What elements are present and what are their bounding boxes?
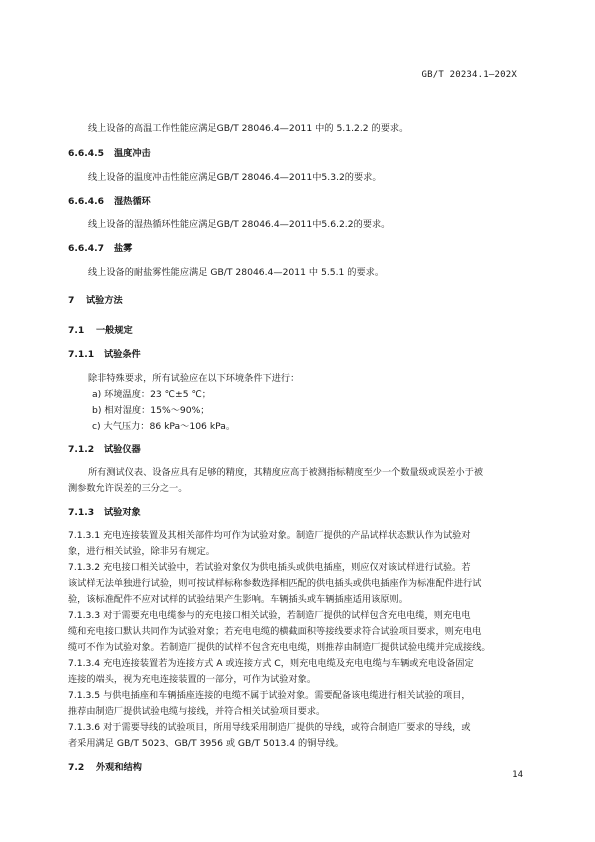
clause-title: 试验对象 bbox=[104, 507, 141, 518]
text-line: 线上设备的耐盐雾性能应满足 GB/T 28046.4—2011 中 5.5.1 的要求。 bbox=[88, 267, 385, 278]
clause-heading bbox=[68, 507, 141, 519]
clause-title: 试验仪器 bbox=[104, 444, 141, 455]
clause-number: 7.1.1 bbox=[68, 349, 95, 360]
text-line: 线上设备的高温工作性能应满足GB/T 28046.4—2011 中的 5.1.2.2 的要求。 bbox=[88, 123, 409, 134]
clause-number: 7.1.2 bbox=[68, 444, 95, 455]
clause-number: 6.6.4.7 bbox=[68, 243, 105, 254]
text-line: 所有测试仪表、设备应具有足够的精度，其精度应高于被测指标精度至少一个数量级或误差小于被 bbox=[88, 467, 484, 478]
clause-heading bbox=[68, 762, 142, 774]
clause-title: 湿热循环 bbox=[114, 196, 151, 207]
text-line: 除非特殊要求，所有试验应在以下环境条件下进行： bbox=[88, 373, 300, 384]
page-number: 14 bbox=[512, 770, 523, 780]
clause-number: 7.1.3 bbox=[68, 507, 95, 518]
clause-heading bbox=[68, 444, 141, 456]
text-line: 象，进行相关试验，除非另有规定。 bbox=[68, 546, 215, 557]
clause-heading bbox=[68, 349, 141, 361]
clause-heading bbox=[68, 148, 151, 160]
text-line: 验，该标准配件不应对试样的试验结果产生影响。车辆插头或车辆插座适用该原则。 bbox=[68, 594, 408, 605]
text-line: 7.1.3.6 对于需要导线的试验项目，所用导线采用制造厂提供的导线，或符合制造厂要求的导线，或 bbox=[68, 722, 471, 733]
clause-heading bbox=[68, 196, 151, 208]
clause-title: 一般规定 bbox=[96, 325, 133, 336]
text-line: 缆和充电接口默认共同作为试验对象；若充电电缆的横截面积等接线要求符合试验项目要求，则充电电 bbox=[68, 626, 482, 637]
text-line: 7.1.3.3 对于需要充电电缆参与的充电接口相关试验，若制造厂提供的试样包含充电电缆，则充电电 bbox=[68, 610, 471, 621]
list-item: c) 大气压力：86 kPa～106 kPa。 bbox=[92, 421, 236, 432]
text-line: 连接的端头，视为充电连接装置的一部分，可作为试验对象。 bbox=[68, 674, 317, 685]
text-line: 7.1.3.1 充电连接装置及其相关部件均可作为试验对象。制造厂提供的产品试样状态默认作为试验对 bbox=[68, 530, 471, 541]
text-line: 7.1.3.2 充电接口相关试验中，若试验对象仅为供电插头或供电插座，则应仅对该试样进行试验。若 bbox=[68, 562, 471, 573]
section-title: 试验方法 bbox=[86, 295, 123, 306]
section-heading bbox=[68, 295, 123, 307]
clause-title: 试验条件 bbox=[104, 349, 141, 360]
clause-number: 7.2 bbox=[68, 762, 85, 773]
list-item: a) 环境温度：23 ℃±5 ℃； bbox=[92, 389, 211, 400]
text-line: 该试样无法单独进行试验，则可按试样标称参数选择相匹配的供电插头或供电插座作为标准配件进行试 bbox=[68, 578, 482, 589]
clause-heading bbox=[68, 325, 133, 337]
text-line: 者采用满足 GB/T 5023、GB/T 3956 或 GB/T 5013.4 的铜导线。 bbox=[68, 738, 344, 749]
clause-title: 盐雾 bbox=[114, 243, 133, 254]
text-line: 线上设备的温度冲击性能应满足GB/T 28046.4—2011中5.3.2的要求。 bbox=[88, 172, 382, 183]
clause-title: 外观和结构 bbox=[96, 762, 142, 773]
text-line: 线上设备的湿热循环性能应满足GB/T 28046.4—2011中5.6.2.2的要求。 bbox=[88, 219, 391, 230]
clause-title: 温度冲击 bbox=[114, 148, 151, 159]
text-line: 测参数允许误差的三分之一。 bbox=[68, 483, 188, 494]
clause-heading bbox=[68, 243, 132, 255]
standard-number-header: GB/T 20234.1—202X bbox=[421, 70, 517, 80]
clause-number: 6.6.4.6 bbox=[68, 196, 105, 207]
clause-number: 7.1 bbox=[68, 325, 85, 336]
list-item: b) 相对湿度：15%～90%； bbox=[92, 405, 210, 416]
text-line: 推荐由制造厂提供试验电缆与接线，并符合相关试验项目要求。 bbox=[68, 706, 326, 717]
text-line: 7.1.3.4 充电连接装置若为连接方式 A 或连接方式 C，则充电电缆及充电电缆与车辆或充电设备固定 bbox=[68, 658, 474, 669]
clause-number: 6.6.4.5 bbox=[68, 148, 105, 159]
text-line: 缆可不作为试验对象。若制造厂提供的试样不包含充电电缆，则推荐由制造厂提供试验电缆并完成接线。 bbox=[68, 642, 491, 653]
section-number: 7 bbox=[68, 295, 75, 306]
text-line: 7.1.3.5 与供电插座和车辆插座连接的电缆不属于试验对象。需要配备该电缆进行相关试验的项目， bbox=[68, 690, 471, 701]
